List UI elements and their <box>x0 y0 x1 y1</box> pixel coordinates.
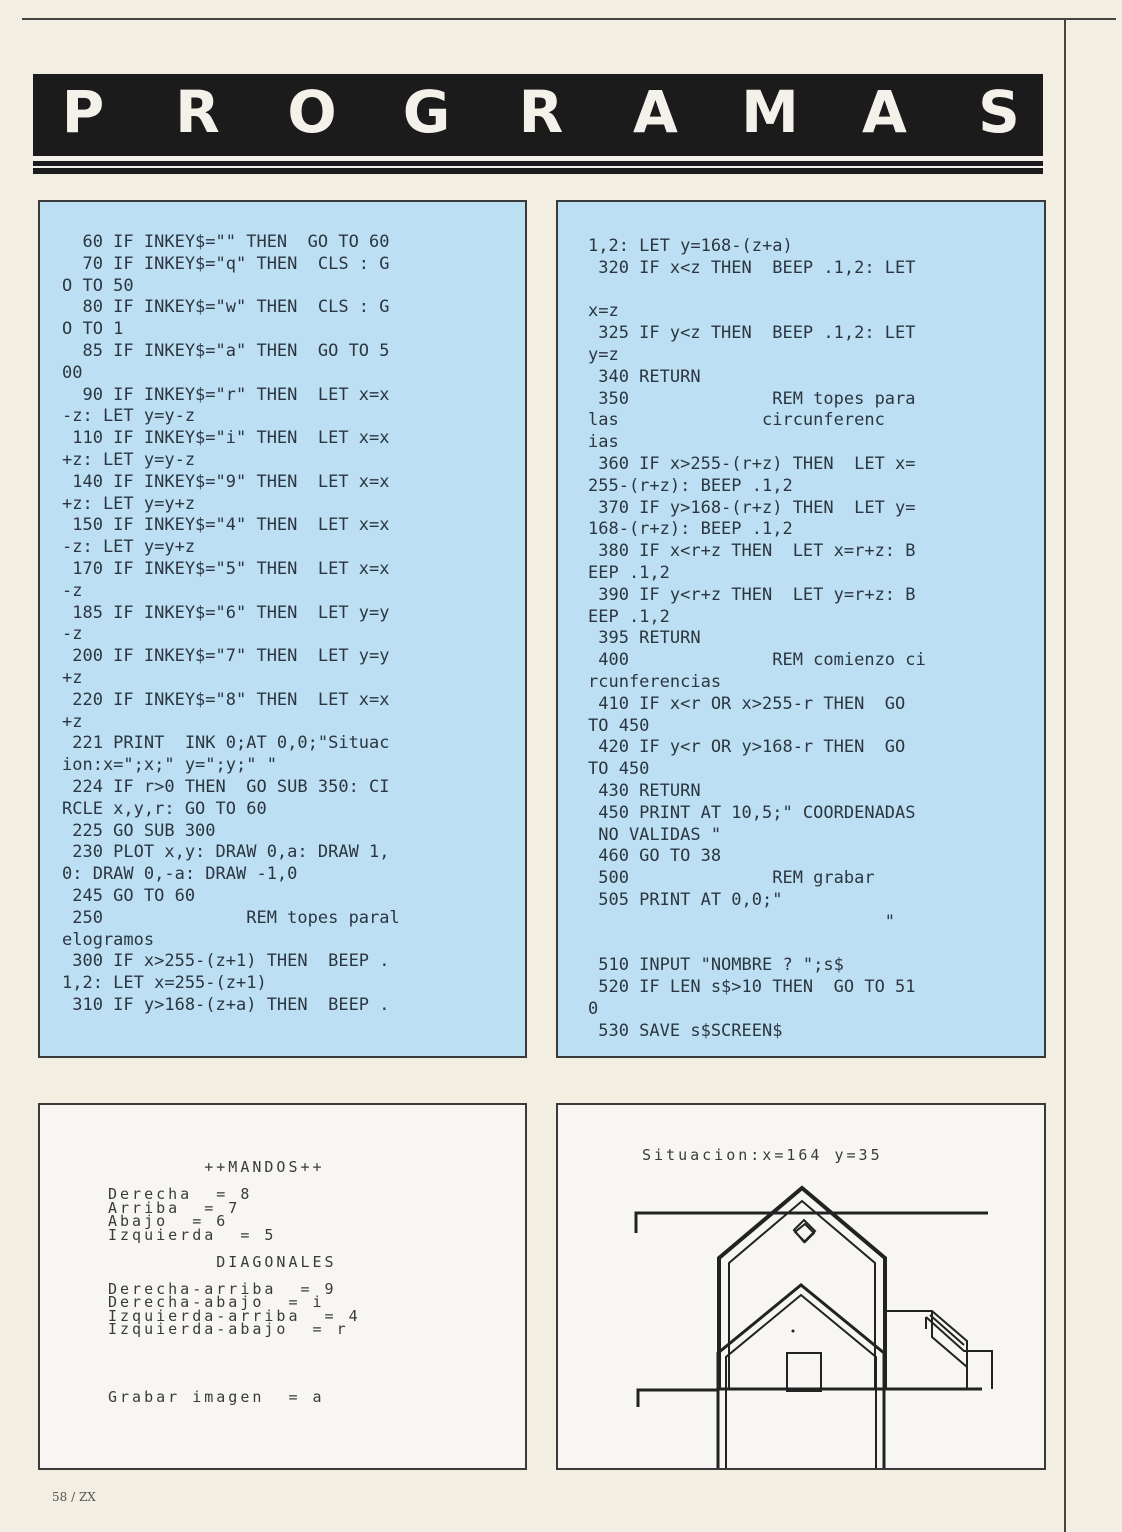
code-line: +z: LET y=y+z <box>62 493 196 514</box>
banner-letter: S <box>978 78 1020 146</box>
screen-line <box>108 1364 361 1378</box>
section-banner <box>33 74 1043 174</box>
controls-text <box>108 1158 361 1406</box>
banner-letter: P <box>61 78 105 146</box>
code-line: y=z <box>588 344 619 365</box>
code-line: 230 PLOT x,y: DRAW 0,a: DRAW 1, <box>62 842 390 863</box>
banner-stripe <box>33 156 1043 161</box>
code-line: " <box>588 911 896 932</box>
code-line: +z: LET y=y-z <box>62 449 196 470</box>
code-line: 500 REM grabar <box>588 868 875 889</box>
banner-letter: O <box>287 78 337 146</box>
code-line: 250 REM topes paral <box>62 907 400 928</box>
banner-letter: M <box>741 78 799 146</box>
code-line: EEP .1,2 <box>588 562 670 583</box>
code-line: 400 REM comienzo ci <box>588 650 926 671</box>
code-line: -z <box>62 580 83 601</box>
code-line: 140 IF INKEY$="9" THEN LET x=x <box>62 471 390 492</box>
screen-capture-drawing <box>556 1103 1046 1470</box>
banner-letter: A <box>862 78 907 146</box>
code-line: 00 <box>62 362 83 383</box>
code-line: 0 <box>588 998 599 1019</box>
code-line: 70 IF INKEY$="q" THEN CLS : G <box>62 253 390 274</box>
code-line: O TO 1 <box>62 319 124 340</box>
code-line: EEP .1,2 <box>588 606 670 627</box>
code-line: 320 IF x<z THEN BEEP .1,2: LET <box>588 257 916 278</box>
code-line: 220 IF INKEY$="8" THEN LET x=x <box>62 689 390 710</box>
code-line: 380 IF x<r+z THEN LET x=r+z: B <box>588 541 916 562</box>
screen-line <box>108 1337 361 1351</box>
code-line: 390 IF y<r+z THEN LET y=r+z: B <box>588 584 916 605</box>
code-line <box>588 280 926 302</box>
code-line: 221 PRINT INK 0;AT 0,0;"Situac <box>62 733 390 754</box>
code-line: 185 IF INKEY$="6" THEN LET y=y <box>62 602 390 623</box>
status-line: Situacion:x=164 y=35 <box>642 1146 883 1164</box>
listing-panel-right <box>556 200 1046 1058</box>
code-line: 430 RETURN <box>588 780 701 801</box>
code-line: 360 IF x>255-(r+z) THEN LET x= <box>588 453 916 474</box>
code-line: +z <box>62 667 83 688</box>
code-line: 300 IF x>255-(z+1) THEN BEEP . <box>62 951 390 972</box>
code-line: 505 PRINT AT 0,0;" <box>588 889 783 910</box>
code-line: 255-(r+z): BEEP .1,2 <box>588 475 793 496</box>
screen-line: ++MANDOS++ <box>108 1158 325 1176</box>
code-line: 520 IF LEN s$>10 THEN GO TO 51 <box>588 977 916 998</box>
code-line: 60 IF INKEY$="" THEN GO TO 60 <box>62 232 390 252</box>
screen-line <box>108 1350 361 1364</box>
code-line: 420 IF y<r OR y>168-r THEN GO <box>588 737 906 758</box>
code-line: 410 IF x<r OR x>255-r THEN GO <box>588 693 906 714</box>
code-line: las circunferenc <box>588 410 885 431</box>
code-line: ion:x=";x;" y=";y;" " <box>62 755 277 776</box>
code-line: 340 RETURN <box>588 366 701 387</box>
top-rule <box>22 18 1116 20</box>
code-line: 85 IF INKEY$="a" THEN GO TO 5 <box>62 340 390 361</box>
code-line: 245 GO TO 60 <box>62 885 196 906</box>
code-line: -z <box>62 624 83 645</box>
basic-listing-left <box>62 232 400 1017</box>
banner-title <box>33 80 1043 144</box>
code-line: x=z <box>588 301 619 322</box>
code-line: -z: LET y=y+z <box>62 537 196 558</box>
screen-line: Izquierda = 5 <box>108 1225 277 1244</box>
code-line: 110 IF INKEY$="i" THEN LET x=x <box>62 428 390 449</box>
code-line: 325 IF y<z THEN BEEP .1,2: LET <box>588 323 916 344</box>
screen-capture-controls <box>38 1103 527 1470</box>
code-line: 310 IF y>168-(z+a) THEN BEEP . <box>62 994 390 1015</box>
code-line: 150 IF INKEY$="4" THEN LET x=x <box>62 515 390 536</box>
code-line: TO 450 <box>588 759 650 780</box>
banner-letter: G <box>402 78 451 146</box>
code-line: 225 GO SUB 300 <box>62 820 216 841</box>
code-line: 370 IF y>168-(r+z) THEN LET y= <box>588 497 916 518</box>
code-line: +z <box>62 711 83 732</box>
code-line: 200 IF INKEY$="7" THEN LET y=y <box>62 646 390 667</box>
right-rule <box>1064 18 1066 1532</box>
screen-line: DIAGONALES <box>108 1252 337 1271</box>
house-figure <box>558 1105 1044 1468</box>
code-line: 510 INPUT "NOMBRE ? ";s$ <box>588 955 844 976</box>
screen-line: Derecha-arriba = 9 <box>108 1279 337 1298</box>
banner-letter: R <box>518 78 564 146</box>
screen-line: Derecha-abajo = i <box>108 1293 325 1311</box>
code-line: RCLE x,y,r: GO TO 60 <box>62 798 267 819</box>
screen-line: Arriba = 7 <box>108 1198 241 1217</box>
code-line: 90 IF INKEY$="r" THEN LET x=x <box>62 384 390 405</box>
screen-line: Izquierda-abajo = r <box>108 1320 349 1338</box>
code-line: 530 SAVE s$SCREEN$ <box>588 1020 783 1041</box>
listing-panel-left <box>38 200 527 1058</box>
code-line: 450 PRINT AT 10,5;" COORDENADAS <box>588 802 916 823</box>
code-line: 395 RETURN <box>588 628 701 649</box>
screen-line: Abajo = 6 <box>108 1212 229 1230</box>
banner-letter: R <box>175 78 220 146</box>
screen-line: Grabar imagen = a <box>108 1387 325 1406</box>
basic-listing-right <box>588 236 926 1042</box>
banner-letter: A <box>633 78 678 146</box>
banner-stripe-thin <box>33 166 1043 168</box>
code-line: TO 450 <box>588 715 650 736</box>
code-line: elogramos <box>62 929 155 950</box>
code-line: 170 IF INKEY$="5" THEN LET x=x <box>62 558 390 579</box>
code-line: 1,2: LET y=168-(z+a) <box>588 236 793 256</box>
code-line: 168-(r+z): BEEP .1,2 <box>588 519 793 540</box>
code-line: 224 IF r>0 THEN GO SUB 350: CI <box>62 776 390 797</box>
screen-line: Derecha = 8 <box>108 1185 253 1203</box>
page-footer: 58 / ZX <box>52 1490 96 1504</box>
code-line: 460 GO TO 38 <box>588 846 722 867</box>
code-line: -z: LET y=y-z <box>62 406 196 427</box>
screen-line: Izquierda-arriba = 4 <box>108 1306 361 1325</box>
code-line: 0: DRAW 0,-a: DRAW -1,0 <box>62 864 298 885</box>
code-line <box>588 934 926 956</box>
code-line: O TO 50 <box>62 275 134 296</box>
code-line: rcunferencias <box>588 671 722 692</box>
code-line: 1,2: LET x=255-(z+1) <box>62 973 267 994</box>
code-line: 80 IF INKEY$="w" THEN CLS : G <box>62 297 390 318</box>
code-line: 350 REM topes para <box>588 388 916 409</box>
code-line: ias <box>588 432 619 453</box>
code-line: NO VALIDAS " <box>588 824 722 845</box>
